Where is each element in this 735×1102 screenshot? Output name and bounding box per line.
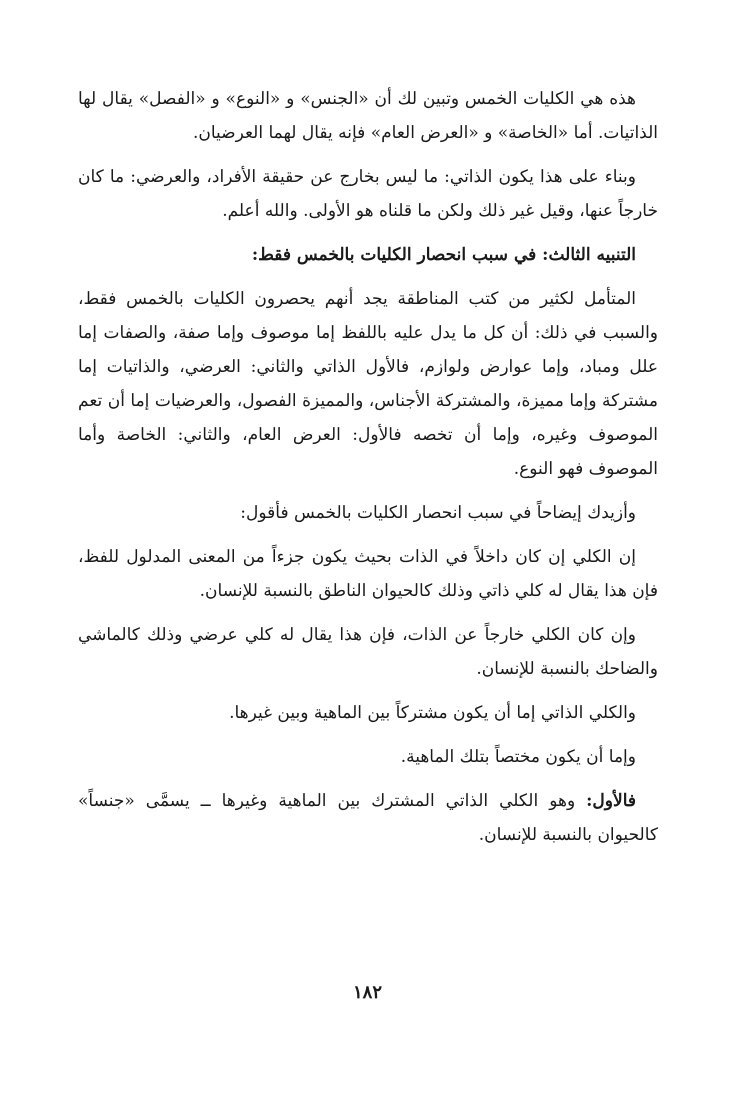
section-heading: التنبيه الثالث: في سبب انحصار الكليات بالخمس فقط: xyxy=(251,245,636,265)
paragraph-6: وإن كان الكلي خارجاً عن الذات، فإن هذا يقال له كلي عرضي وذلك كالماشي والضاحك بالنسبة للإنسان. xyxy=(78,625,658,679)
page-number: ١٨٢ xyxy=(352,982,382,1003)
paragraph-9-label: فالأول: xyxy=(586,791,636,811)
paragraph-9 xyxy=(78,784,658,852)
paragraph-5: إن الكلي إن كان داخلاً في الذات بحيث يكون جزءاً من المعنى المدلول للفظ، فإن هذا يقال له كلي ذاتي وذلك كالحيوان الناطق بالنسبة للإنسان. xyxy=(78,547,658,601)
paragraph-3: المتأمل لكثير من كتب المناطقة يجد أنهم يحصرون الكليات بالخمس فقط، والسبب في ذلك: أن كل ما يدل عليه باللفظ إما موصوف وإما صفة، والصفات إما علل ومباد، وإما عوارض ولوازم، فالأول الذاتي والثاني: العرضي، والذاتيات إما مشتركة وإما مميزة، والمشتركة الأجناس، والمميزة الفصول، والعرضيات إما أن تعم الموصوف وغيره، وإما أن تخصه فالأول: العرض العام، والثاني: الخاصة وأما الموصوف فهو النوع. xyxy=(78,289,658,479)
paragraph-7: والكلي الذاتي إما أن يكون مشتركاً بين الماهية وبين غيرها. xyxy=(229,703,636,723)
page-body xyxy=(78,82,658,862)
paragraph-4: وأزيدك إيضاحاً في سبب انحصار الكليات بالخمس فأقول: xyxy=(240,503,636,523)
paragraph-2: وبناء على هذا يكون الذاتي: ما ليس بخارج عن حقيقة الأفراد، والعرضي: ما كان خارجاً عنها، وقيل غير ذلك ولكن ما قلناه هو الأولى. والله أعلم. xyxy=(78,167,658,221)
paragraph-8: وإما أن يكون مختصاً بتلك الماهية. xyxy=(400,747,636,767)
paragraph-1: هذه هي الكليات الخمس وتبين لك أن «الجنس» و «النوع» و «الفصل» يقال لها الذاتيات. أما «الخاصة» و «العرض العام» فإنه يقال لهما العرضيان. xyxy=(78,89,658,143)
paragraph-9-text: وهو الكلي الذاتي المشترك بين الماهية وغيرها ــ يسمَّى «جنساً» كالحيوان بالنسبة للإنسان. xyxy=(78,791,658,845)
